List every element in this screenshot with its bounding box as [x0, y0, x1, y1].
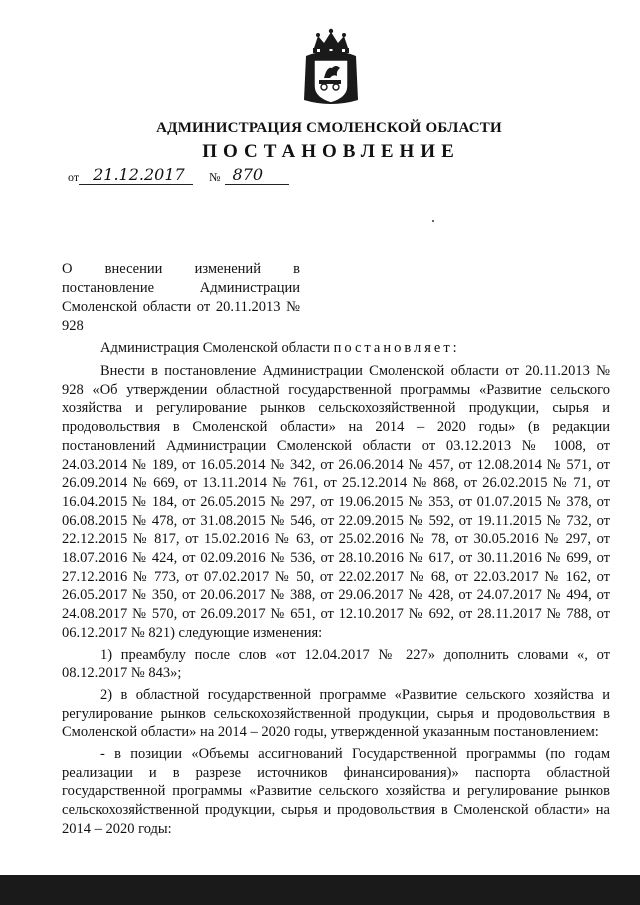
organization-name: АДМИНИСТРАЦИЯ СМОЛЕНСКОЙ ОБЛАСТИ — [156, 120, 502, 136]
paragraph-item-1: 1) преамбулу после слов «от 12.04.2017 № 227» дополнить словами «, от 08.12.2017 № 843»; — [62, 646, 610, 682]
paragraph-item-2: 2) в областной государственной программе «Развитие сельского хозяйства и регулирование рынков сельскохозяйственной продукции, сырья и продовольствия в Смоленской области» на 2014 – 2020 годы, утвержденной указанным постановлением: — [62, 686, 610, 741]
document-date: 21.12.2017 — [79, 166, 193, 185]
scan-bottom-edge — [0, 875, 640, 905]
intro-lead: Администрация Смоленской области — [100, 340, 334, 356]
document-number: 870 — [225, 166, 289, 185]
document-type-title: ПОСТАНОВЛЕНИЕ — [202, 141, 460, 162]
document-subject: О внесении изменений в постановление Администрации Смоленской области от 20.11.2013 № 928 — [62, 261, 300, 334]
resolution-intro — [100, 340, 460, 357]
intro-resolves: постановляет: — [333, 340, 460, 356]
coat-of-arms-icon — [300, 28, 362, 110]
number-prefix: № — [209, 170, 221, 184]
paragraph-main: Внести в постановление Администрации Смоленской области от 20.11.2013 № 928 «Об утверждении областной государственной программы «Развитие сельского хозяйства и регулирование рынков сельскохозяйственной продукции, сырья и продовольствия в Смоленской области» на 2014 – 2020 годы» (в редакции постановлений Администрации Смоленской области от 03.12.2013 № 1008, от 24.03.2014 № 189, от 16.05.2014 № 342, от 26.06.2014 № 457, от 12.08.2014 № 571, от 26.09.2014 № 669, от 13.11.2014 № 761, от 25.12.2014 № 868, от 26.02.2015 № 71, от 16.04.2015 № 184, от 26.05.2015 № 297, от 19.06.2015 № 353, от 01.07.2015 № 378, от 06.08.2015 № 478, от 31.08.2015 № 546, от 22.09.2015 № 592, от 19.11.2015 № 732, от 22.12.2015 № 817, от 15.02.2016 № 63, от 25.02.2016 № 78, от 30.05.2016 № 297, от 18.07.2016 № 424, от 02.09.2016 № 536, от 28.10.2016 № 617, от 30.11.2016 № 699, от 27.12.2016 № 773, от 07.02.2017 № 50, от 22.02.2017 № 68, от 22.03.2017 № 162, от 26.05.2017 № 350, от 20.06.2017 № 388, от 29.06.2017 № 428, от 24.07.2017 № 494, от 24.08.2017 № 570, от 26.09.2017 № 651, от 12.10.2017 № 692, от 28.11.2017 № 788, от 06.12.2017 № 821) следующие изменения: — [62, 363, 610, 641]
document-body — [62, 362, 610, 839]
date-prefix: от — [68, 170, 80, 184]
paragraph-item-2-position: - в позиции «Объемы ассигнований Государственной программы (по годам реализации и в разрезе источников финансирования)» паспорта областной государственной программы «Развитие сельского хозяйства и регулирование рынков сельскохозяйственной продукции, сырья и продовольствия в Смоленской области» на 2014 – 2020 годы: — [62, 746, 610, 837]
scan-speck — [432, 220, 434, 222]
document-date-number-line — [68, 166, 289, 185]
